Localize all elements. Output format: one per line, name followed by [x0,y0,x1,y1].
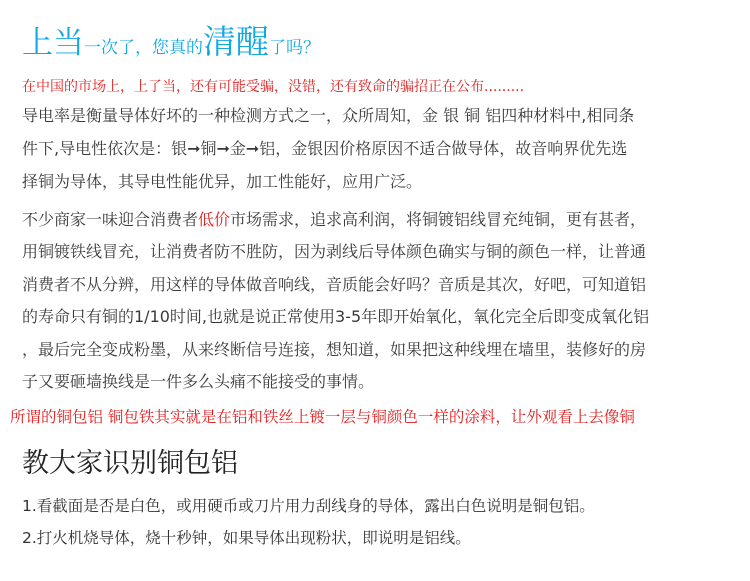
paragraph-line: 消费者不从分辨，用这样的导体做音响线，音质能会好吗？音质是其次，好吧，可知道铝 [22,274,647,294]
paragraph-line: 件下,导电性依次是：银➞铜➞金➞铝，金银因价格原因不适合做导体，故音响界优先选 [22,139,628,158]
tip-item: 2.打火机烧导体，烧十秒钟，如果导体出现粉状，即说明是铝线。 [22,529,471,547]
title-part-4: 了吗？ [269,38,320,58]
page-title [22,16,320,64]
paragraph-text: 不少商家一味迎合消费者 [22,210,199,229]
paragraph-line: 导电率是衡量导体好坏的一种检测方式之一，众所周知，金 银 铜 铝四种材料中,相同条 [22,106,635,125]
title-part-3: 清醒 [203,22,269,61]
tip-item: 1.看截面是否是白色，或用硬币或刀片用力刮线身的导体，露出白色说明是铜包铝。 [22,497,595,515]
paragraph-conductivity [22,99,634,198]
highlight-low-price: 低价 [198,210,231,229]
paragraph-line: ，最后完全变成粉墨，从来终断信号连接，想知道，如果把这种线埋在墙里，装修好的房 [22,339,647,359]
title-part-2: 一次了，您真的 [84,38,203,58]
paragraph-line [22,204,649,236]
intro-warning: 在中国的市场上，上了当，还有可能受骗，没错，还有致命的骗招正在公布......... [22,79,525,95]
paragraph-merchants [22,204,649,398]
paragraph-line: 用铜镀铁线冒充，让消费者防不胜防，因为剥线后导体颜色确实与铜的颜色一样，让普通 [22,242,647,262]
paragraph-line: 子又要砸墙换线是一件多么头痛不能接受的事情。 [22,372,375,392]
definition-note: 所谓的铜包铝 铜包铁其实就是在铝和铁丝上镀一层与铜颜色一样的涂料，让外观看上去像铜 [10,408,635,426]
title-part-1: 上当 [22,25,84,61]
section-heading: 教大家识别铜包铝 [22,448,238,479]
paragraph-line: 择铜为导体，其导电性能优异，加工性能好，应用广泛。 [22,172,423,191]
paragraph-text: 市场需求，追求高利润，将铜镀铝线冒充纯铜，更有甚者， [230,210,647,229]
tips-list [22,490,595,554]
paragraph-line: 的寿命只有铜的1/10时间,也就是说正常使用3-5年即开始氧化，氧化完全后即变成氧化铝 [22,307,650,327]
